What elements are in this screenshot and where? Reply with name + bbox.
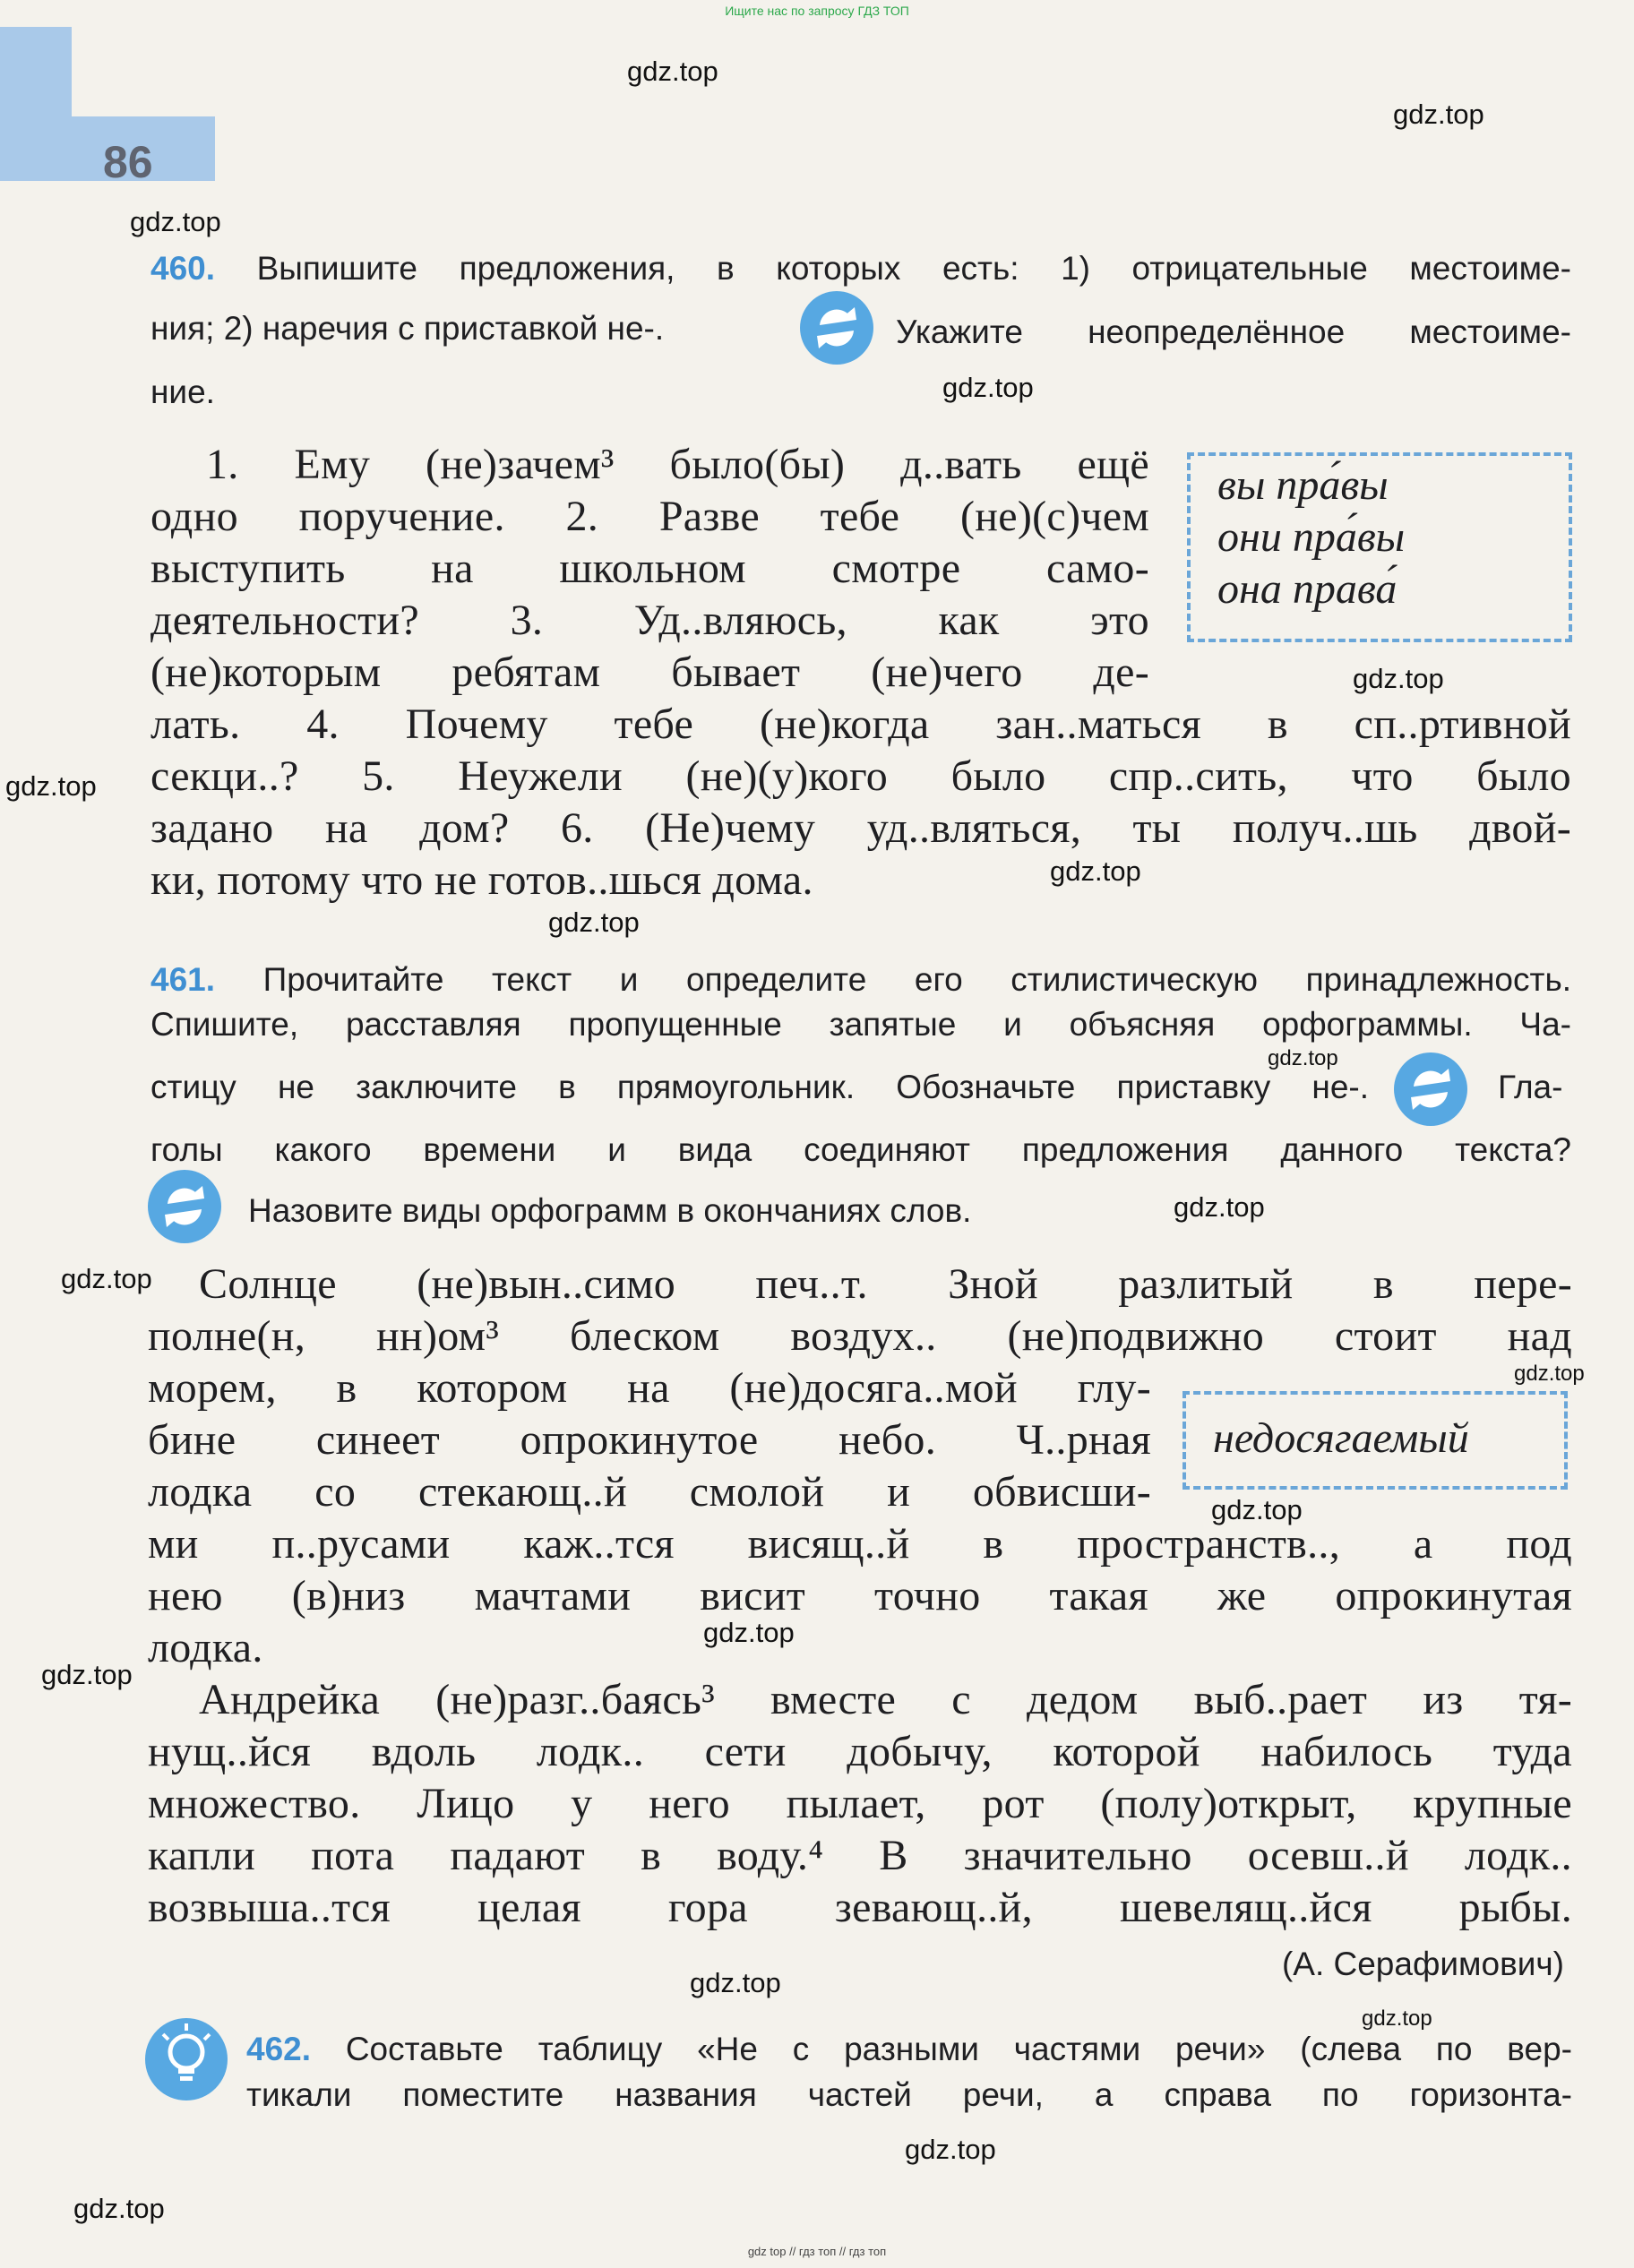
ex461-instr-line-3: стицу не заключите в прямоугольник. Обозначьте приставку не-. <box>150 1069 1369 1105</box>
watermark: gdz.top <box>1393 99 1484 130</box>
watermark: gdz.top <box>548 906 640 938</box>
ex461-text-a <box>148 1259 1572 1362</box>
stress-box-line: они пра́вы <box>1217 513 1406 561</box>
watermark: gdz.top <box>905 2134 996 2165</box>
watermark: gdz.top <box>5 770 97 802</box>
ex460-text-narrow <box>150 439 1149 699</box>
text-line: ми п..русами каж..тся висящ..й в пространств.., а под <box>148 1520 1572 1568</box>
ex460-number: 460. <box>150 250 216 287</box>
header-note: Ищите нас по запросу ГДЗ ТОП <box>725 4 909 18</box>
text-line: морем, в котором на (не)досяга..мой глу- <box>148 1364 1151 1412</box>
text-line: Солнце (не)вын..симо печ..т. Зной разлитый в пере- <box>199 1260 1572 1308</box>
author-signature: (А. Серафимович) <box>1281 1946 1564 1982</box>
ex461-instr-line-3b: Гла- <box>1498 1069 1563 1105</box>
text-line: лодка. <box>148 1624 263 1671</box>
watermark: gdz.top <box>73 2193 165 2224</box>
text-line: нущ..йся вдоль лодк.. сети добычу, которой набилось туда <box>148 1728 1572 1775</box>
text-line: ки, потому что не готов..шься дома. <box>150 856 813 904</box>
watermark: gdz.top <box>1050 855 1141 887</box>
ex460-instr-line-2: ния; 2) наречия с приставкой не-. <box>150 310 665 347</box>
watermark: gdz.top <box>690 1967 781 1998</box>
text-line: бине синеет опрокинутое небо. Ч..рная <box>148 1416 1151 1464</box>
ex461-instr-line-1: 461. Прочитайте текст и определите его стилистическую принадлежность. <box>150 961 1571 998</box>
text-line: (не)которым ребятам бывает (не)чего де- <box>150 649 1149 696</box>
watermark: gdz.top <box>130 206 221 237</box>
ex462-instr-line-1: 462. Составьте таблицу «Не с разными частями речи» (слева по вер- <box>246 2031 1572 2067</box>
watermark: gdz.top <box>1211 1494 1303 1525</box>
ex461-instr-line-2: Спишите, расставляя пропущенные запятые и объясняя орфограммы. Ча- <box>150 1006 1571 1043</box>
text-line: деятельности? 3. Уд..вляюсь, как это <box>150 597 1149 644</box>
ex461-number: 461. <box>150 961 216 998</box>
ex460-instr-line-3: ние. <box>150 374 215 410</box>
ex462-instr-line-2: тикали поместите названия частей речи, а справа по горизонта- <box>246 2076 1572 2113</box>
text-line: 1. Ему (не)зачем³ было(бы) д..вать ещё <box>206 441 1149 488</box>
ex461-text-b <box>148 1518 1572 1934</box>
ex460-text-wide <box>150 699 1571 906</box>
text-line: выступить на школьном смотре само- <box>150 545 1149 592</box>
ex461-instr-line-4: голы какого времени и вида соединяют предложения данного текста? <box>150 1131 1571 1168</box>
text-line: возвыша..тся целая гора зевающ..й, шевелящ..йся рыбы. <box>148 1884 1572 1931</box>
text-line: полне(н, нн)ом³ блеском воздух.. (не)подвижно стоит над <box>148 1312 1572 1360</box>
watermark: gdz.top <box>942 372 1034 403</box>
stress-box-line: она права́ <box>1217 565 1398 613</box>
text-line: задано на дом? 6. (Не)чему уд..вляться, ты получ..шь двой- <box>150 804 1571 852</box>
ex460-instr-line-1: 460. Выпишите предложения, в которых есть: 1) отрицательные местоиме- <box>150 250 1571 287</box>
refresh-icon <box>800 291 873 365</box>
text-line: капли пота падают в воду.⁴ В значительно осевш..й лодк.. <box>148 1832 1572 1879</box>
ex461-text-narrow <box>148 1362 1151 1518</box>
watermark: gdz.top <box>627 56 718 87</box>
text-line: одно поручение. 2. Разве тебе (не)(с)чем <box>150 493 1149 540</box>
watermark: gdz.top <box>703 1617 795 1648</box>
stress-box <box>1187 452 1572 642</box>
text-line: лать. 4. Почему тебе (не)когда зан..маться в сп..ртивной <box>150 700 1571 748</box>
text-line: множество. Лицо у него пылает, рот (полу)открыт, крупные <box>148 1780 1572 1827</box>
spelling-box-word: недосягаемый <box>1213 1414 1469 1462</box>
text-line: лодка со стекающ..й смолой и обвисши- <box>148 1468 1151 1516</box>
text-line: Андрейка (не)разг..баясь³ вместе с дедом выб..рает из тя- <box>199 1676 1572 1723</box>
watermark: gdz.top <box>1362 2006 1432 2031</box>
text-line: секци..? 5. Неужели (не)(у)кого было спр..сить, что было <box>150 752 1571 800</box>
watermark: gdz.top <box>61 1263 152 1294</box>
text-line: нею (в)низ мачтами висит точно такая же опрокинутая <box>148 1572 1572 1619</box>
watermark: gdz.top <box>1353 663 1444 694</box>
spelling-box <box>1182 1391 1568 1490</box>
stress-box-line: вы пра́вы <box>1217 461 1389 509</box>
watermark: gdz.top <box>1268 1046 1338 1070</box>
ex462-number: 462. <box>246 2031 312 2067</box>
lightbulb-icon <box>145 2018 228 2100</box>
footer-note: gdz top // гдз топ // гдз топ <box>747 2245 887 2258</box>
ex461-instr-line-5: Назовите виды орфограмм в окончаниях слов. <box>248 1192 972 1229</box>
watermark: gdz.top <box>1174 1191 1265 1223</box>
watermark: gdz.top <box>1514 1362 1585 1386</box>
watermark: gdz.top <box>41 1659 133 1690</box>
corner-tab-cutout <box>72 27 215 116</box>
refresh-icon <box>148 1170 221 1243</box>
ex460-instr-line-2b: Укажите неопределённое местоиме- <box>896 314 1571 350</box>
refresh-icon <box>1394 1052 1467 1126</box>
page-number: 86 <box>103 137 153 187</box>
